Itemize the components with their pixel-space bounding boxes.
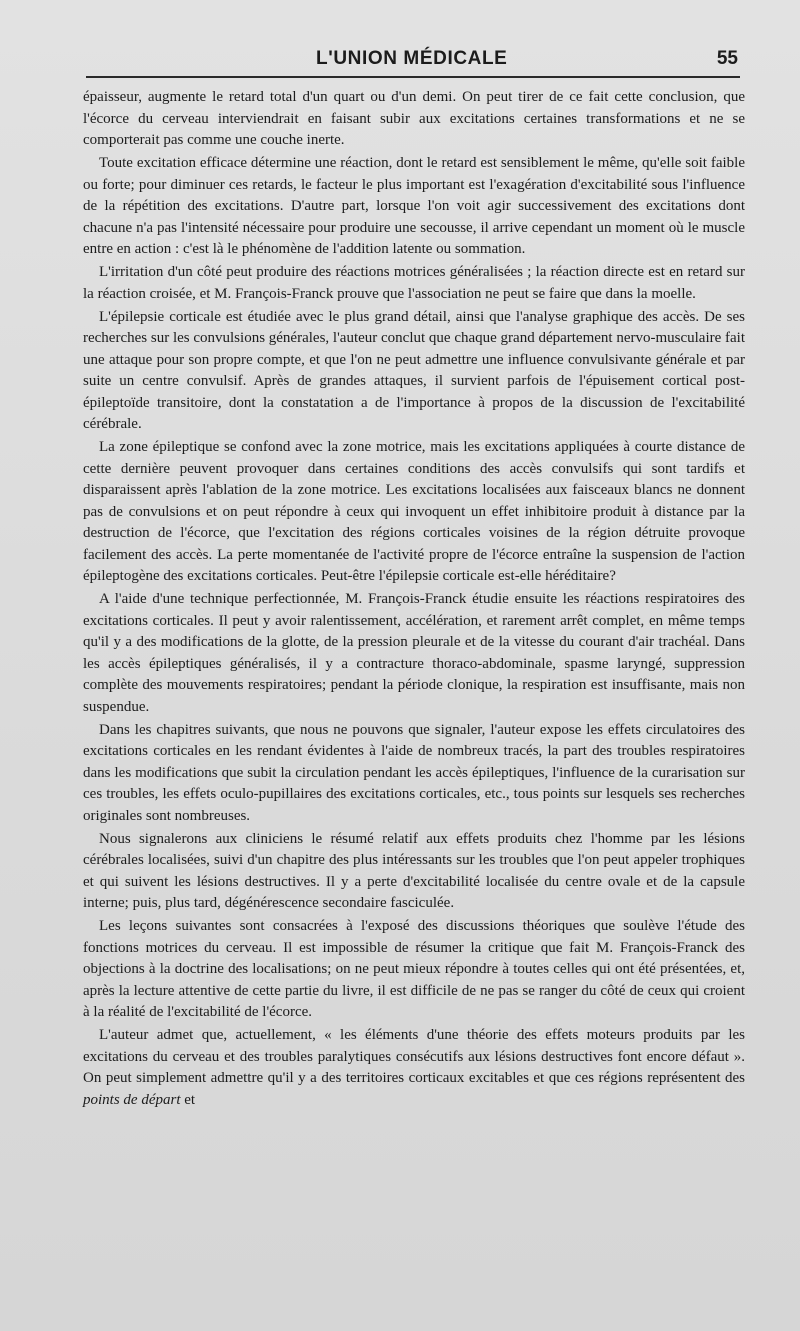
italic-phrase: points de départ bbox=[83, 1091, 181, 1108]
paragraph: épaisseur, augmente le retard total d'un quart ou d'un demi. On peut tirer de ce fait cette conclusion, que l'écorce du cerveau interviendrait en faisant subir aux excitations certaines transformations et ne se comporterait pas comme une couche inerte. bbox=[83, 89, 745, 148]
running-title: L'UNION MÉDICALE bbox=[316, 48, 508, 69]
paragraph: L'épilepsie corticale est étudiée avec le plus grand détail, ainsi que l'analyse graphique des accès. De ses recherches sur les convulsions générales, l'auteur conclut que chaque grand département nervo-musculaire fait une attaque pour son propre compte, et que l'on ne peut admettre une influence convulsivante générale et par suite un centre convulsif. Après de grandes attaques, il survient parfois de l'épuisement cortical post-épileptoïde transitoire, dont la constatation a de l'importance à propos de la discussion de l'excitabilité cérébrale. bbox=[83, 308, 746, 432]
paragraph-last bbox=[83, 1025, 745, 1111]
paragraph: Toute excitation efficace détermine une réaction, dont le retard est sensiblement le même, qu'elle soit faible ou forte; pour diminuer ces retards, le facteur le plus important est l'exagération d'excitabilité sous l'influence de la répétition des excitations. D'autre part, lorsque l'on voit agir successivement des excitations dont chacune n'a pas l'intensité nécessaire pour produire une secousse, il arrive cependant un moment où le muscle entre en action : c'est là le phénomène de l'addition latente ou sommation. bbox=[83, 155, 745, 257]
page-number: 55 bbox=[716, 48, 738, 69]
paragraph: Nous signalerons aux cliniciens le résumé relatif aux effets produits chez l'homme par les lésions cérébrales localisées, suivi d'un chapitre des plus intéressants sur les troubles que l'on peut appeler trophiques et qui suivent les lésions destructives. Il y a perte d'excitabilité localisée du centre ovale et de la capsule interne; puis, plus tard, dégénérescence secondaire fasciculée. bbox=[83, 830, 745, 911]
body-text bbox=[83, 87, 745, 1113]
paragraph: A l'aide d'une technique perfectionnée, M. François-Franck étudie ensuite les réactions respiratoires des excitations corticales. Il peut y avoir ralentissement, accélération, et rarement arrêt complet, en même temps qu'il y a des modifications de la glotte, de la pression pleurale et de la vitesse du courant d'air trachéal. Dans les accès épileptiques généralisés, il y a contracture thoraco-abdominale, spasme laryngé, suppression complète des mouvements respiratoires; pendant la période clonique, la respiration est insuffisante, mais non suspendue. bbox=[83, 591, 745, 715]
paragraph: La zone épileptique se confond avec la zone motrice, mais les excitations appliquées à courte distance de cette dernière peuvent provoquer dans certaines conditions des accès convulsifs qui sont tardifs et disparaissent après l'ablation de la zone motrice. Les excitations localisées aux faisceaux blancs ne donnent pas de convulsions et on peut répondre à ceux qui invoquent un effet inhibitoire produit à distance par la destruction de l'écorce, que l'excitation des régions corticales voisines de la région détruite provoque facilement des accès. La perte momentanée de l'activité propre de l'écorce entraîne la suspension de l'action épileptogène des excitations corticales. Peut-être l'épilepsie corticale est-elle héréditaire? bbox=[83, 439, 745, 584]
page-header bbox=[86, 40, 740, 80]
paragraph: L'irritation d'un côté peut produire des réactions motrices généralisées ; la réaction directe est en retard sur la réaction croisée, et M. François-Franck prouve que l'association ne peut se faire que dans la moelle. bbox=[83, 264, 745, 302]
paragraph-last-text: L'auteur admet que, actuellement, « les éléments d'une théorie des effets moteurs produits par les excitations du cerveau et des troubles paralytiques consécutifs aux lésions destructives font encore défaut ». On peut simplement admettre qu'il y a des territoires corticaux excitables et que ces régions représentent des bbox=[83, 1027, 745, 1086]
paragraph: Les leçons suivantes sont consacrées à l'exposé des discussions théoriques que soulève l'étude des fonctions motrices du cerveau. Il est impossible de résumer la critique que fait M. François-Franck des objections à la doctrine des localisations; on ne peut mieux répondre à toutes celles qui ont été présentées, et, après la lecture attentive de cette partie du livre, il est difficile de ne pas se ranger du côté de ceux qui croient à la réalité de l'excitabilité de l'écorce. bbox=[83, 918, 745, 1020]
header-rule bbox=[86, 76, 740, 78]
paragraph-last-tail: et bbox=[180, 1091, 196, 1108]
paragraph: Dans les chapitres suivants, que nous ne pouvons que signaler, l'auteur expose les effets circulatoires des excitations corticales en les rendant évidentes à l'aide de nombreux tracés, la part des troubles respiratoires dans les modifications que subit la circulation pendant les accès épileptiques, l'influence de la curarisation sur ces troubles, les effets oculo-pupillaires des excitations corticales, etc., tous points sur lesquels ses recherches originales sont nombreuses. bbox=[83, 721, 745, 824]
